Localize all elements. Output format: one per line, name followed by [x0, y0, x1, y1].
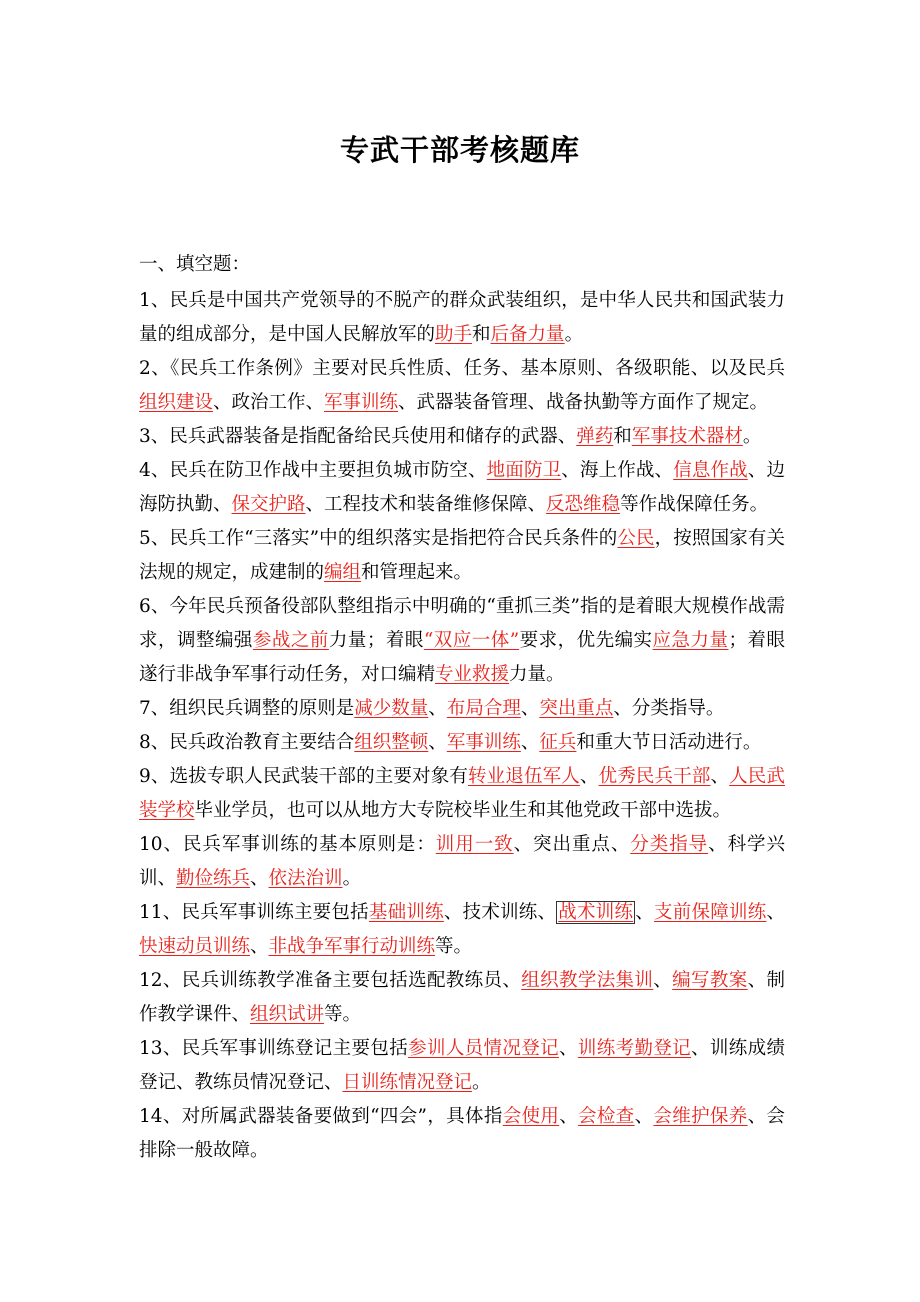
- question-text: 10、民兵军事训练的基本原则是：: [139, 834, 436, 855]
- answer-text: 基础训练: [368, 902, 444, 923]
- answer-text: 编写教案: [672, 970, 748, 991]
- question-text: 等。: [324, 1004, 362, 1025]
- question-text: 、: [250, 868, 269, 889]
- page-title: 专武干部考核题库: [339, 133, 580, 167]
- question-text: 、政治工作、: [213, 392, 325, 413]
- question-text: 2、《民兵工作条例》主要对民兵性质、任务、基本原则、各级职能、以及民兵: [139, 358, 785, 379]
- answer-text: 征兵: [539, 732, 577, 753]
- question-text: 要求，优先编实: [519, 630, 653, 651]
- question-text: 、: [559, 1106, 579, 1127]
- question-text: 力量；着眼: [328, 630, 424, 651]
- question-text: 、: [520, 698, 540, 719]
- question-text: 。: [342, 868, 362, 889]
- answer-text: 分类指导: [630, 834, 709, 855]
- answer-text: 军事训练: [446, 732, 521, 753]
- question-text: 、: [653, 970, 673, 991]
- question-text: 、会排除一般故障。: [139, 1106, 785, 1161]
- question-text: 、: [579, 766, 599, 787]
- answer-text: 地面防卫: [486, 460, 562, 481]
- question-text: 8、民兵政治教育主要结合: [139, 732, 355, 753]
- answer-text: 训练考勤登记: [577, 1038, 692, 1059]
- answer-text: 转业退伍军人: [468, 766, 580, 787]
- question-item: [139, 1100, 785, 1168]
- section-heading: 一、填空题：: [139, 254, 251, 275]
- answer-text: 组织建设: [139, 392, 214, 413]
- answer-text: 会检查: [578, 1106, 635, 1127]
- answer-text: 军事训练: [324, 392, 399, 413]
- question-text: ；着眼遂行非战争军事行动任务，对口编精: [139, 630, 785, 685]
- question-text: 和: [613, 426, 632, 447]
- answer-text: 支前保障训练: [654, 902, 767, 923]
- question-item: [139, 352, 785, 420]
- answer-text: 战术训练: [558, 902, 634, 923]
- question-item: [139, 760, 785, 828]
- answer-text: 优秀民兵干部: [598, 766, 711, 787]
- answer-text: 保交护路: [231, 494, 306, 515]
- question-text: 、: [766, 902, 785, 923]
- question-text: 、: [558, 1038, 578, 1059]
- question-text: 、: [634, 1106, 654, 1127]
- question-text: 和: [472, 324, 491, 345]
- answer-text: 人民武装学校: [139, 766, 785, 821]
- question-text: 、武器装备管理、战备执勤等方面作了规定。: [398, 392, 769, 413]
- question-text: 1、民兵是中国共产党领导的不脱产的群众武装组织，是中华人民共和国武装力量的组成部分，是中国人民解放军的: [139, 290, 785, 345]
- answer-text: 参训人员情况登记: [408, 1038, 559, 1059]
- question-list: [139, 284, 785, 1168]
- answer-text: 布局合理: [446, 698, 521, 719]
- answer-text: 应急力量: [652, 630, 729, 651]
- question-text: 4、民兵在防卫作战中主要担负城市防空、: [139, 460, 487, 481]
- question-text: 、: [250, 936, 269, 957]
- question-text: 、: [635, 902, 654, 923]
- question-text: 3、民兵武器装备是指配备给民兵使用和储存的武器、: [139, 426, 577, 447]
- question-text: 、技术训练、: [443, 902, 557, 923]
- question-text: 、科学兴训、: [139, 834, 785, 889]
- answer-text: 公民: [617, 528, 655, 549]
- answer-text: 会使用: [502, 1106, 560, 1127]
- question-text: 9、选拔专职人民武装干部的主要对象有: [139, 766, 468, 787]
- answer-text: 非战争军事行动训练: [268, 936, 436, 957]
- question-text: 和管理起来。: [361, 562, 473, 583]
- answer-text: 军事技术器材: [631, 426, 743, 447]
- question-text: 和重大节日活动进行。: [576, 732, 762, 753]
- answer-text: 后备力量: [490, 324, 565, 345]
- question-text: 7、组织民兵调整的原则是: [139, 698, 355, 719]
- question-text: 。: [472, 1072, 491, 1093]
- answer-text: 组织试讲: [250, 1004, 325, 1025]
- question-text: 等作战保障任务。: [620, 494, 769, 515]
- question-text: 6、今年民兵预备役部队整组指示中明确的“重抓三类”指的是着眼大规模作战需求，调整编强: [139, 596, 785, 651]
- answer-text: 反恐维稳: [546, 494, 621, 515]
- question-item: [139, 1032, 785, 1100]
- question-item: [139, 454, 785, 522]
- question-text: 、: [428, 698, 447, 719]
- answer-text: 会维护保养: [653, 1106, 748, 1127]
- question-item: [139, 726, 785, 760]
- answer-text: 助手: [435, 324, 473, 345]
- question-text: 、: [710, 766, 730, 787]
- question-text: 、工程技术和装备维修保障、: [305, 494, 547, 515]
- question-text: 毕业学员，也可以从地方大专院校毕业生和其他党政干部中选拔。: [194, 800, 732, 821]
- answer-text: 弹药: [576, 426, 614, 447]
- question-item: [139, 522, 785, 590]
- answer-text: 突出重点: [539, 698, 614, 719]
- question-item: [139, 420, 785, 454]
- question-text: 5、民兵工作“三落实”中的组织落实是指把符合民兵条件的: [139, 528, 618, 549]
- question-item: [139, 896, 785, 964]
- question-text: 力量。: [509, 664, 565, 685]
- answer-text: 依法治训: [268, 868, 343, 889]
- question-text: 。: [742, 426, 762, 447]
- question-text: 、海上作战、: [561, 460, 674, 481]
- question-item: [139, 692, 785, 726]
- answer-text: 训用一致: [435, 834, 514, 855]
- question-text: 、: [428, 732, 447, 753]
- answer-text: 编组: [324, 562, 362, 583]
- question-item: [139, 828, 785, 896]
- answer-text: 日训练情况登记: [342, 1072, 473, 1093]
- question-text: 13、民兵军事训练登记主要包括: [139, 1038, 409, 1059]
- answer-text: “双应一体”: [423, 630, 520, 651]
- question-text: 、边海防执勤、: [139, 460, 785, 515]
- answer-text: 信息作战: [673, 460, 748, 481]
- question-text: 、训练成绩登记、教练员情况登记、: [139, 1038, 785, 1093]
- question-text: ，按照国家有关法规的规定，成建制的: [139, 528, 785, 583]
- answer-text: 组织教学法集训: [521, 970, 654, 991]
- answer-text: 专业救援: [435, 664, 510, 685]
- answer-text: 参战之前: [252, 630, 329, 651]
- question-item: [139, 590, 785, 692]
- question-text: 、分类指导。: [613, 698, 725, 719]
- question-text: 。: [564, 324, 584, 345]
- question-text: 等。: [435, 936, 473, 957]
- answer-text: 组织整顿: [354, 732, 429, 753]
- question-item: [139, 284, 785, 352]
- question-text: 、: [520, 732, 540, 753]
- question-text: 14、对所属武器装备要做到“四会”，具体指: [139, 1106, 503, 1127]
- question-text: 、突出重点、: [513, 834, 631, 855]
- question-text: 、制作教学课件、: [139, 970, 785, 1025]
- answer-text: 快速动员训练: [139, 936, 251, 957]
- question-item: [139, 964, 785, 1032]
- question-text: 12、民兵训练教学准备主要包括选配教练员、: [139, 970, 522, 991]
- question-text: 11、民兵军事训练主要包括: [139, 902, 369, 923]
- answer-text: 勤俭练兵: [176, 868, 251, 889]
- answer-text: 减少数量: [354, 698, 429, 719]
